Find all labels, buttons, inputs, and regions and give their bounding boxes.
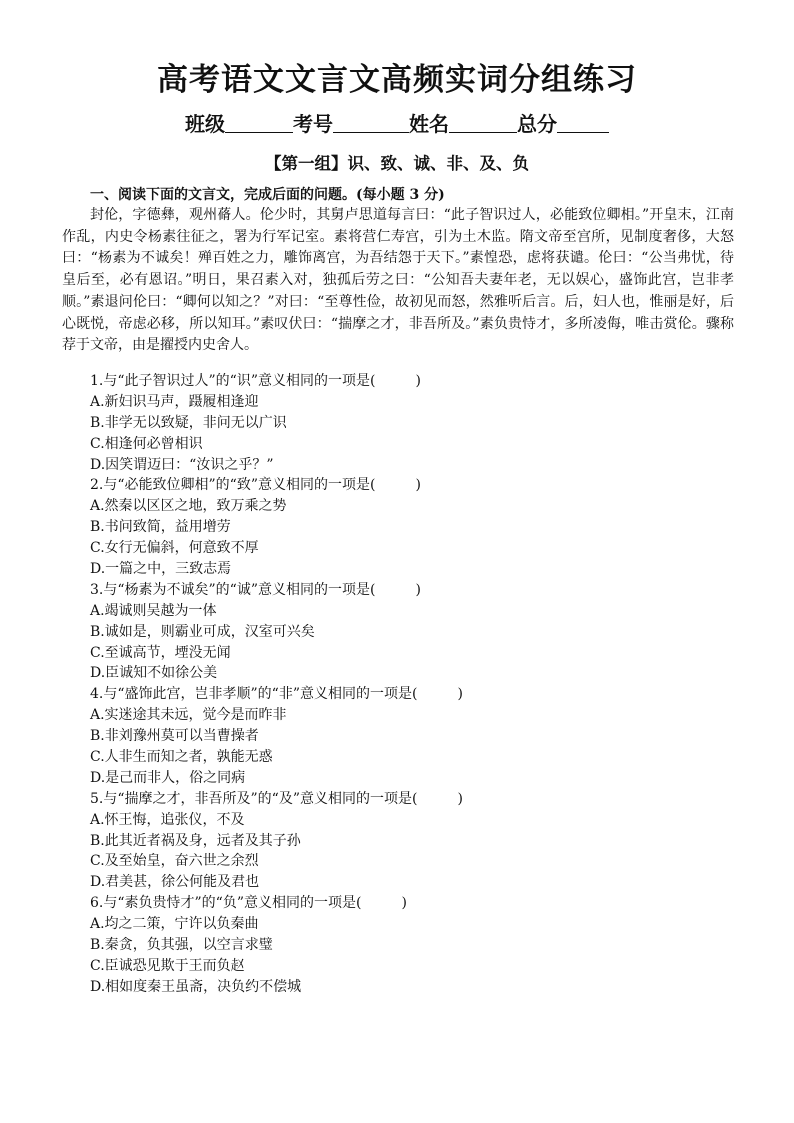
question-6-option-b: B.秦贪，负其强，以空言求璧 xyxy=(90,937,273,954)
classical-passage: 封伦，字德彝，观州蓨人。伦少时，其舅卢思道每言曰：“此子智识过人，必能致位卿相。”开皇末，江南作乱，内史令杨素往征之，署为行军记室。素将营仁寿宫，引为土木监。隋文帝至宫所，见制度奢侈，大怒曰：“杨素为不诚矣！殚百姓之力，雕饰离宫，为吾结怨于天下。”素惶恐，虑将获谴。伦曰：“公当弗忧，待皇后至，必有恩诏。”明日，果召素入对，独孤后劳之曰：“公知吾夫妻年老，无以娱心，盛饰此宫，岂非孝顺。”素退问伦曰：“卿何以知之？”对曰：“至尊性俭，故初见而怒，然雅听后言。后，妇人也，惟丽是好，后心既悦，帝虑必移，所以知耳。”素叹伏曰：“揣摩之才，非吾所及。”素负贵恃才，多所凌侮，唯击赏伦。骤称荐于文帝，由是擢授内史舍人。 xyxy=(62,207,734,354)
question-6-option-a: A.均之二策，宁许以负秦曲 xyxy=(90,916,259,933)
group-title: 【第一组】识、致、诚、非、及、负 xyxy=(265,154,529,173)
question-4-option-d: D.是己而非人，俗之同病 xyxy=(90,769,246,786)
class-blank[interactable] xyxy=(225,112,293,133)
student-info-line xyxy=(0,110,794,138)
score-label: 总分 xyxy=(517,112,557,136)
question-3-option-b: B.诚如是，则霸业可成，汉室可兴矣 xyxy=(90,623,315,640)
question-3-option-c: C.至诚高节，堙没无闻 xyxy=(90,644,231,661)
question-2-option-c: C.女行无偏斜，何意致不厚 xyxy=(90,540,259,557)
question-1-stem: 1.与“此子智识过人”的“识”意义相同的一项是( ) xyxy=(90,373,421,389)
question-2-option-a: A.然秦以区区之地，致万乘之势 xyxy=(90,498,287,515)
question-4-stem: 4.与“盛饰此宫，岂非孝顺”的“非”意义相同的一项是( ) xyxy=(90,686,463,703)
score-blank[interactable] xyxy=(557,112,609,133)
question-5-option-c: C.及至始皇，奋六世之余烈 xyxy=(90,853,259,870)
question-4-option-c: C.人非生而知之者，孰能无惑 xyxy=(90,749,273,766)
question-6-stem: 6.与“素负贵恃才”的“负”意义相同的一项是( ) xyxy=(90,895,407,912)
question-2-stem: 2.与“必能致位卿相”的“致”意义相同的一项是( ) xyxy=(90,477,421,494)
question-4-option-b: B.非刘豫州莫可以当曹操者 xyxy=(90,728,259,745)
question-5-option-a: A.怀王悔，追张仪，不及 xyxy=(90,811,245,828)
page-title: 高考语文文言文高频实词分组练习 xyxy=(157,62,637,98)
question-4-option-a: A.实迷途其未远，觉今是而昨非 xyxy=(90,707,287,724)
question-list xyxy=(90,371,730,998)
question-3-option-a: A.竭诚则吴越为一体 xyxy=(90,602,217,619)
question-5-option-d: D.君美甚，徐公何能及君也 xyxy=(90,874,260,891)
question-2-option-b: B.书问致简，益用增劳 xyxy=(90,519,231,536)
class-label: 班级 xyxy=(185,112,225,136)
question-1-option-d: D.因笑谓迈曰：“汝识之乎？” xyxy=(90,456,274,473)
question-6-option-d: D.相如度秦王虽斋，决负约不偿城 xyxy=(90,978,302,995)
question-1-option-c: C.相逢何必曾相识 xyxy=(90,435,203,452)
exam-no-label: 考号 xyxy=(293,112,333,136)
section-heading: 一、阅读下面的文言文，完成后面的问题。(每小题 3 分) xyxy=(90,187,445,203)
name-blank[interactable] xyxy=(449,112,517,133)
question-3-option-d: D.臣诚知不如徐公美 xyxy=(90,665,218,682)
name-label: 姓名 xyxy=(409,112,449,136)
question-5-stem: 5.与“揣摩之才，非吾所及”的“及”意义相同的一项是( ) xyxy=(90,790,463,807)
question-5-option-b: B.此其近者祸及身，远者及其子孙 xyxy=(90,832,301,849)
question-2-option-d: D.一篇之中，三致志焉 xyxy=(90,561,232,578)
question-6-option-c: C.臣诚恐见欺于王而负赵 xyxy=(90,957,245,974)
question-1-option-a: A.新妇识马声，蹑履相逢迎 xyxy=(90,393,259,410)
question-1-option-b: B.非学无以致疑，非问无以广识 xyxy=(90,414,287,431)
exam-no-blank[interactable] xyxy=(333,112,409,133)
question-3-stem: 3.与“杨素为不诚矣”的“诚”意义相同的一项是( ) xyxy=(90,581,421,598)
